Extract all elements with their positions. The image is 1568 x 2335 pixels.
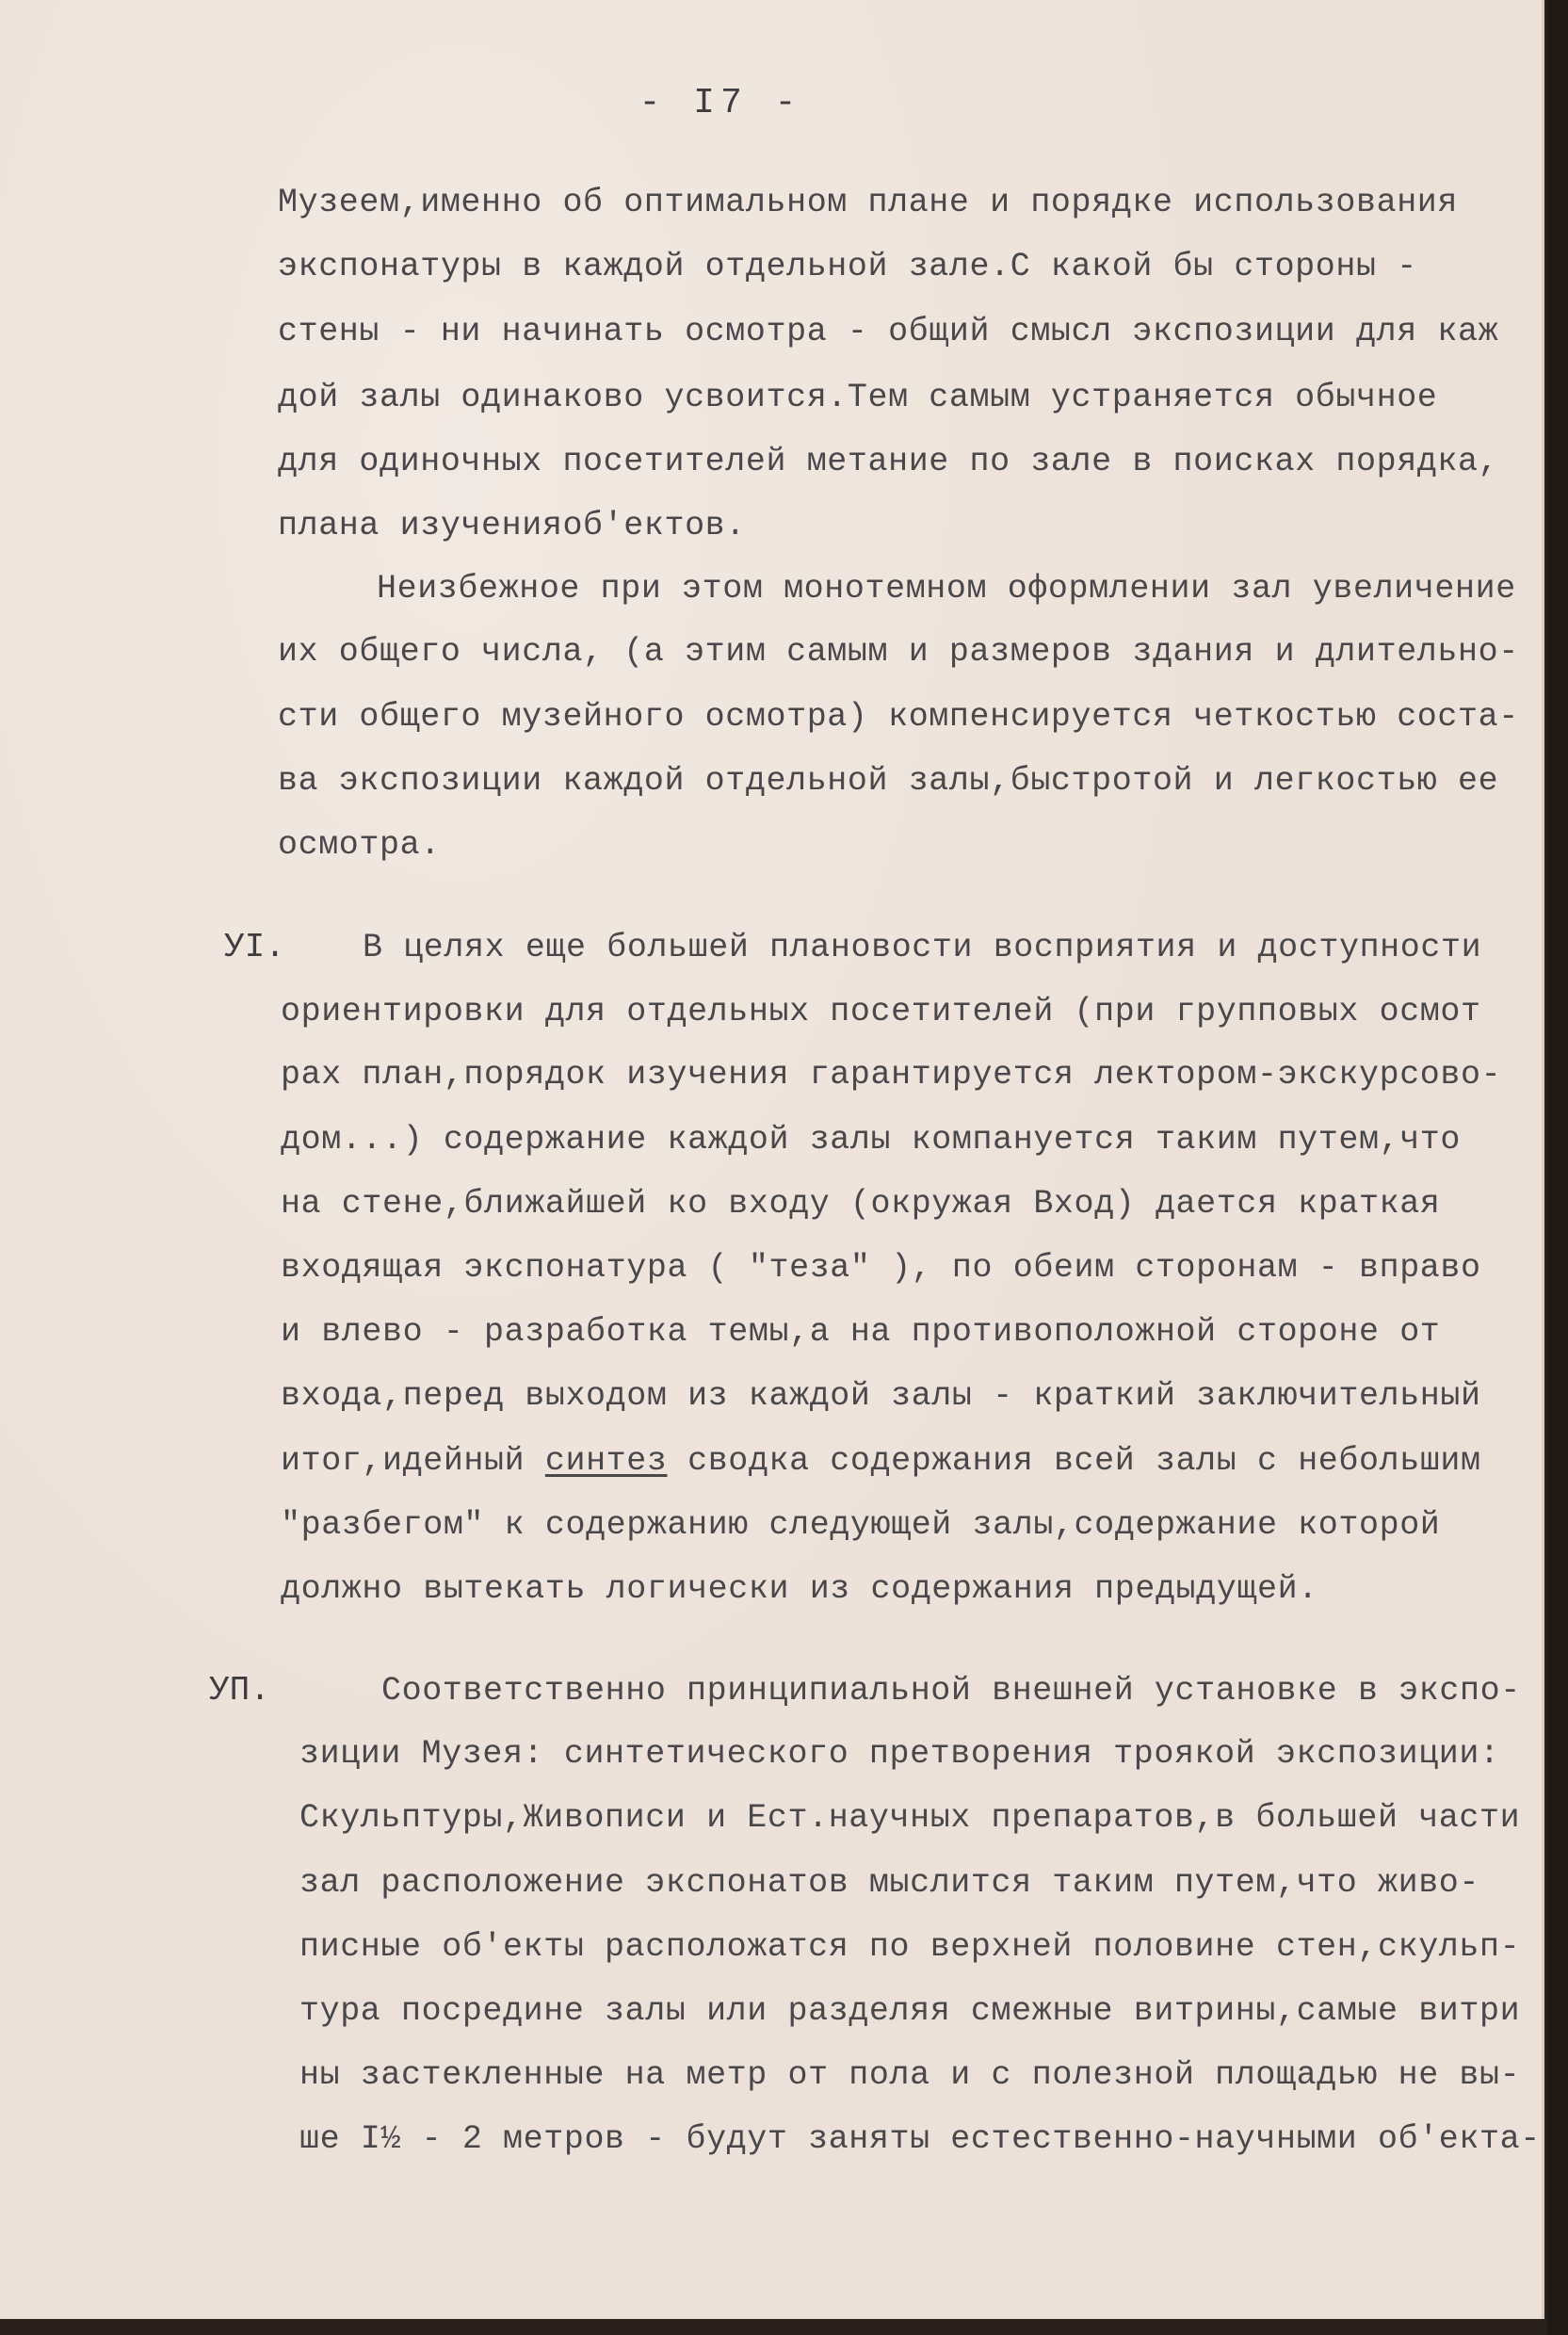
text-line: дом...) содержание каждой залы компануется таким путем,что <box>281 1121 1461 1159</box>
text-line: Соответственно принципиальной внешней установке в экспо- <box>381 1672 1521 1710</box>
text-line: ны застекленные на метр от пола и с полезной площадью не вы- <box>299 2056 1521 2094</box>
text-line: Неизбежное при этом монотемном оформлении зал увеличение <box>377 570 1516 608</box>
text-line: "разбегом" к содержанию следующей залы,содержание которой <box>281 1506 1441 1544</box>
text-line: экспонатуры в каждой отдельной зале.С какой бы стороны - <box>278 248 1417 285</box>
text-line: зиции Музея: синтетического претворения троякой экспозиции: <box>299 1735 1500 1773</box>
text-segment: итог,идейный <box>281 1442 545 1480</box>
underlined-word: синтез <box>544 1442 668 1480</box>
page-number: - I7 - <box>639 83 802 123</box>
page-binding-edge <box>1547 0 1568 2335</box>
text-line: стены - ни начинать осмотра - общий смысл экспозиции для каж <box>278 313 1499 350</box>
text-line: осмотра. <box>278 826 441 864</box>
text-line: зал расположение экспонатов мыслится таким путем,что живо- <box>299 1864 1479 1902</box>
text-line: должно вытекать логически из содержания предыдущей. <box>281 1570 1318 1608</box>
text-segment: сводка содержания всей залы с небольшим <box>667 1442 1481 1480</box>
text-line: Музеем,именно об оптимальном плане и порядке использования <box>278 184 1458 221</box>
text-line: Скульптуры,Живописи и Ест.научных препаратов,в большей части <box>299 1799 1521 1837</box>
text-line: тура посредине залы или разделяя смежные витрины,самые витри <box>299 1992 1521 2030</box>
text-line: входящая экспонатура ( "теза" ), по обеим сторонам - вправо <box>281 1249 1481 1287</box>
text-line: плана изученияоб'ектов. <box>278 507 746 544</box>
text-line: писные об'екты расположатся по верхней половине стен,скульп- <box>299 1928 1521 1966</box>
text-line: их общего числа, (а этим самым и размеров здания и длительно- <box>278 633 1519 671</box>
text-line: на стене,ближайшей ко входу (окружая Вход) дается краткая <box>281 1185 1441 1223</box>
text-line: В целях еще большей плановости восприятия и доступности <box>363 929 1482 966</box>
text-line: рах план,порядок изучения гарантируется лектором-экскурсово- <box>281 1056 1502 1094</box>
text-line: и влево - разработка темы,а на противоположной стороне от <box>281 1313 1441 1351</box>
text-line: ориентировки для отдельных посетителей (при групповых осмот <box>281 993 1481 1030</box>
text-line: ва экспозиции каждой отдельной залы,быстротой и легкостью ее <box>278 762 1499 800</box>
text-line: ше I½ - 2 метров - будут заняты естественно-научными об'екта- <box>299 2120 1541 2158</box>
section-marker: УI. <box>224 928 285 966</box>
text-line: входа,перед выходом из каждой залы - краткий заключительный <box>281 1377 1481 1415</box>
section-marker: УП. <box>209 1671 270 1710</box>
text-line: сти общего музейного осмотра) компенсируется четкостью соста- <box>278 698 1519 736</box>
text-line: для одиночных посетителей метание по зале в поисках порядка, <box>278 443 1499 480</box>
text-line: дой залы одинаково усвоится.Тем самым устраняется обычное <box>278 379 1438 416</box>
text-line <box>281 1442 1481 1480</box>
